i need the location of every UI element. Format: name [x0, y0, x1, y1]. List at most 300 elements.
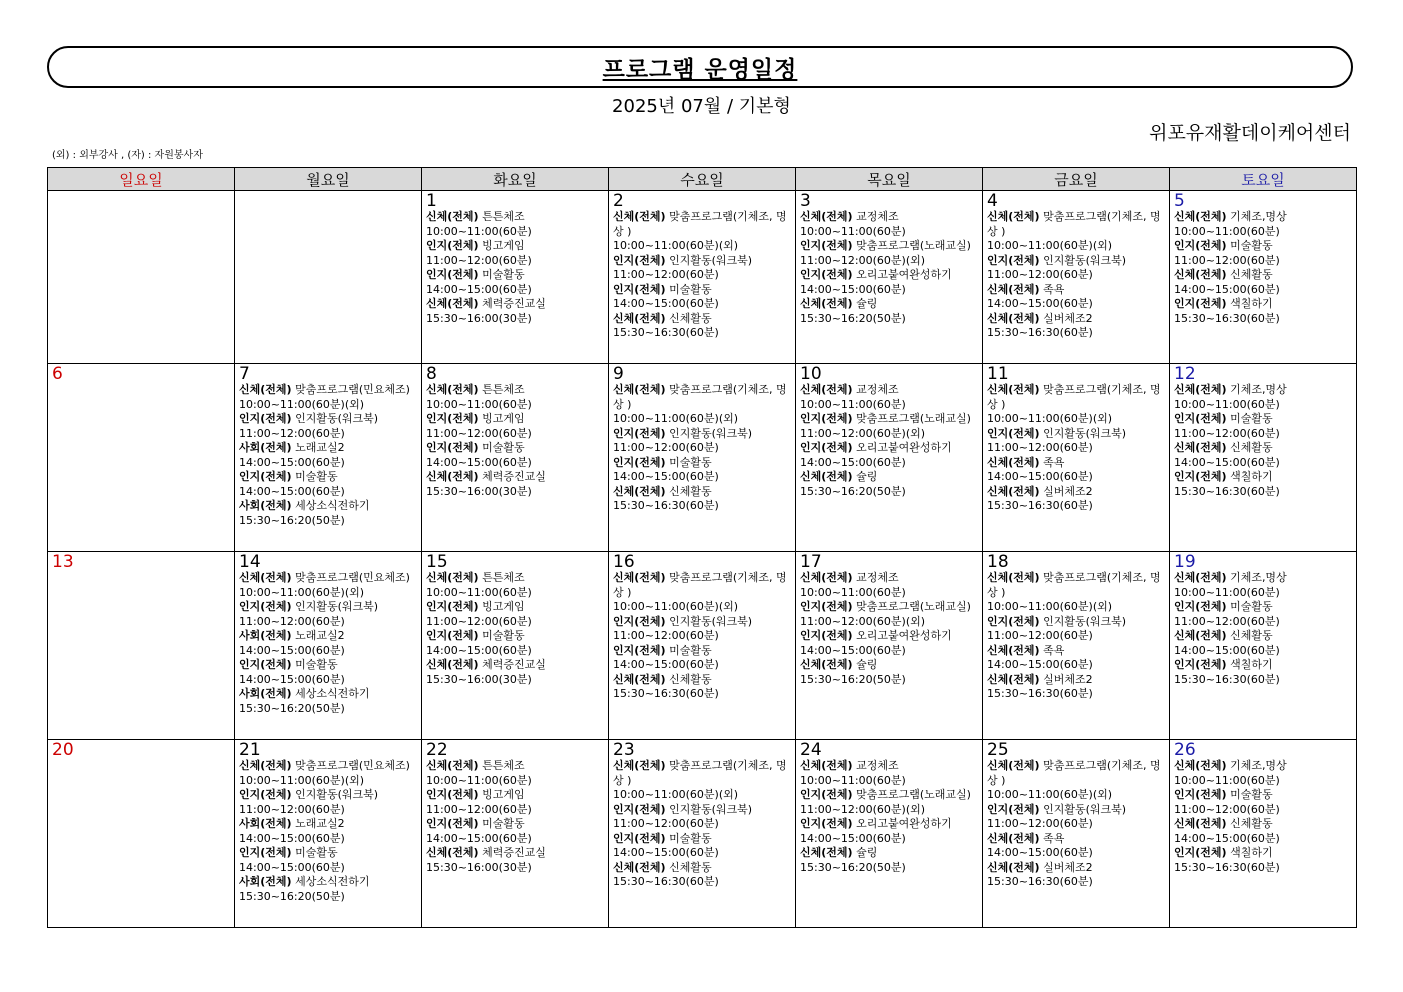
program-time: 10:00~11:00(60분): [800, 773, 906, 787]
program-name: 신체활동: [669, 484, 712, 498]
program-name: 슐링: [856, 297, 878, 310]
program-time: 15:30~16:20(50분): [800, 860, 906, 874]
program-name: 맞춤프로그램(노래교실): [856, 788, 971, 801]
program-entry: [613, 383, 792, 427]
program-time: 10:00~11:00(60분)(외): [239, 773, 365, 787]
program-category: 신체(전체): [800, 658, 853, 671]
day-number: 14: [239, 552, 261, 572]
program-entry: [426, 629, 605, 658]
program-name: 맞춤프로그램(민요체조): [295, 759, 410, 772]
program-time: 11:00~12:00(60분): [426, 614, 532, 628]
week-row: [48, 740, 1357, 928]
program-name: 튼튼체조: [482, 383, 525, 396]
program-time: 14:00~15:00(60분): [426, 643, 532, 657]
program-category: 인지(전체): [1174, 239, 1227, 252]
program-category: 인지(전체): [613, 614, 666, 628]
program-entry: [239, 846, 418, 875]
program-category: 인지(전체): [800, 817, 853, 830]
day-number: 8: [426, 364, 437, 384]
program-entry: [239, 658, 418, 687]
program-time: 14:00~15:00(60분): [426, 831, 532, 845]
program-name: 튼튼체조: [482, 759, 525, 772]
program-category: 인지(전체): [1174, 788, 1227, 801]
day-number: 1: [426, 191, 437, 211]
program-category: 신체(전체): [613, 383, 666, 396]
program-category: 인지(전체): [800, 239, 853, 252]
program-name: 미술활동: [669, 455, 712, 469]
program-time: 15:30~16:30(60분): [987, 499, 1093, 512]
program-entry: [800, 658, 979, 687]
program-category: 인지(전체): [613, 455, 666, 469]
day-number: 11: [987, 364, 1009, 384]
program-entry: [613, 615, 792, 644]
program-time: 14:00~15:00(60분): [613, 658, 719, 671]
week-row: [48, 191, 1357, 364]
program-category: 인지(전체): [1174, 600, 1227, 613]
program-category: 인지(전체): [1174, 297, 1227, 310]
program-entry: [426, 268, 605, 297]
program-entry: [426, 658, 605, 687]
program-entry: [1174, 297, 1353, 326]
program-name: 오리고붙여완성하기: [856, 817, 952, 830]
program-category: 신체(전체): [800, 571, 853, 584]
program-category: 인지(전체): [239, 658, 292, 671]
program-entry: [987, 456, 1166, 485]
program-entry: [426, 297, 605, 326]
program-time: 14:00~15:00(60분): [239, 672, 345, 686]
program-time: 11:00~12:00(60분): [1174, 253, 1280, 267]
program-time: 11:00~12:00(60분): [1174, 802, 1280, 816]
program-name: 빙고게임: [482, 788, 525, 801]
program-time: 10:00~11:00(60분)(외): [239, 585, 365, 599]
program-name: 미술활동: [1230, 788, 1273, 801]
program-name: 빙고게임: [482, 412, 525, 425]
program-name: 인지활동(워크북): [1043, 426, 1127, 440]
program-category: 인지(전체): [987, 614, 1040, 628]
day-cell: [609, 552, 796, 740]
program-category: 인지(전체): [1174, 658, 1227, 671]
day-number: 3: [800, 191, 811, 211]
program-entry: [1174, 268, 1353, 297]
program-category: 인지(전체): [239, 600, 292, 613]
day-number: 2: [613, 191, 624, 211]
program-category: 신체(전체): [239, 759, 292, 772]
program-entry: [800, 239, 979, 268]
program-time: 14:00~15:00(60분): [987, 470, 1093, 483]
day-number: 26: [1174, 740, 1196, 760]
program-time: 14:00~15:00(60분): [800, 455, 906, 469]
program-entry: [613, 427, 792, 456]
program-name: 기체조,명상: [1230, 210, 1287, 223]
program-time: 10:00~11:00(60분): [426, 773, 532, 787]
program-entry: [613, 571, 792, 615]
program-name: 인지활동(워크북): [669, 614, 753, 628]
program-name: 맞춤프로그램(노래교실): [856, 412, 971, 425]
program-category: 인지(전체): [426, 239, 479, 252]
title-banner: [47, 46, 1353, 88]
program-entry: [239, 470, 418, 499]
weekday-header-thu: 목요일: [796, 168, 983, 191]
program-time: 11:00~12:00(60분): [426, 802, 532, 816]
program-name: 미술활동: [482, 817, 525, 830]
program-category: 신체(전체): [800, 470, 853, 483]
program-category: 사회(전체): [239, 817, 292, 830]
program-category: 신체(전체): [1174, 817, 1227, 830]
program-entry: [613, 254, 792, 283]
program-category: 신체(전체): [800, 297, 853, 310]
program-category: 신체(전체): [613, 571, 666, 584]
program-category: 신체(전체): [239, 571, 292, 584]
day-number: 6: [52, 364, 63, 384]
program-category: 신체(전체): [1174, 383, 1227, 396]
program-name: 오리고붙여완성하기: [856, 268, 952, 281]
program-time: 11:00~12:00(60분): [613, 629, 719, 642]
program-category: 인지(전체): [613, 253, 666, 267]
program-time: 15:30~16:30(60분): [613, 326, 719, 339]
day-cell: [48, 552, 235, 740]
program-entry: [426, 759, 605, 788]
program-category: 신체(전체): [426, 759, 479, 772]
program-name: 오리고붙여완성하기: [856, 441, 952, 454]
program-entry: [987, 312, 1166, 341]
program-time: 11:00~12:00(60분): [239, 614, 345, 628]
program-time: 11:00~12:00(60분): [613, 268, 719, 281]
program-time: 15:30~16:30(60분): [613, 687, 719, 700]
program-entry: [800, 412, 979, 441]
weekday-header-sun: 일요일: [48, 168, 235, 191]
program-name: 미술활동: [295, 846, 338, 859]
program-time: 14:00~15:00(60분): [239, 860, 345, 874]
day-cell: [235, 364, 422, 552]
program-category: 인지(전체): [426, 268, 479, 281]
day-number: 13: [52, 552, 74, 572]
program-time: 10:00~11:00(60분): [800, 397, 906, 411]
program-category: 인지(전체): [613, 643, 666, 657]
program-name: 맞춤프로그램(기체조, 명상 ): [613, 571, 787, 599]
program-name: 빙고게임: [482, 239, 525, 252]
day-cell: [796, 191, 983, 364]
program-entry: [613, 673, 792, 702]
program-category: 신체(전체): [800, 383, 853, 396]
program-entry: [426, 441, 605, 470]
day-cell: [235, 740, 422, 928]
program-category: 신체(전체): [613, 210, 666, 223]
program-time: 15:30~16:20(50분): [239, 513, 345, 527]
program-time: 14:00~15:00(60분): [239, 831, 345, 845]
program-entry: [613, 485, 792, 514]
program-entry: [987, 427, 1166, 456]
program-entry: [613, 861, 792, 890]
program-time: 10:00~11:00(60분)(외): [613, 788, 739, 801]
program-name: 맞춤프로그램(기체조, 명상 ): [987, 383, 1161, 411]
day-number: 5: [1174, 191, 1185, 211]
program-name: 색칠하기: [1230, 470, 1273, 483]
program-time: 10:00~11:00(60분): [1174, 585, 1280, 599]
day-number: 18: [987, 552, 1009, 572]
program-entry: [800, 470, 979, 499]
program-category: 신체(전체): [426, 210, 479, 223]
program-name: 인지활동(워크북): [295, 788, 379, 801]
program-category: 신체(전체): [987, 311, 1040, 325]
day-cell: [235, 552, 422, 740]
program-time: 11:00~12:00(60분)(외): [800, 614, 926, 628]
program-category: 신체(전체): [1174, 571, 1227, 584]
program-category: 사회(전체): [239, 441, 292, 454]
day-number: 7: [239, 364, 250, 384]
day-number: 15: [426, 552, 448, 572]
program-name: 슐링: [856, 846, 878, 859]
program-entry: [239, 441, 418, 470]
program-name: 맞춤프로그램(기체조, 명상 ): [987, 210, 1161, 238]
program-name: 교정체조: [856, 383, 899, 396]
program-entry: [1174, 759, 1353, 788]
program-category: 신체(전체): [987, 759, 1040, 772]
center-name: 위포유재활데이케어센터: [1149, 122, 1351, 144]
program-entry: [800, 846, 979, 875]
program-time: 11:00~12:00(60분)(외): [800, 802, 926, 816]
program-time: 14:00~15:00(60분): [239, 484, 345, 498]
program-category: 사회(전체): [239, 875, 292, 888]
program-name: 인지활동(워크북): [669, 253, 753, 267]
program-entry: [800, 297, 979, 326]
day-number: 12: [1174, 364, 1196, 384]
program-time: 10:00~11:00(60분): [426, 585, 532, 599]
program-entry: [613, 210, 792, 254]
program-entry: [426, 600, 605, 629]
program-time: 15:30~16:00(30분): [426, 672, 532, 686]
program-name: 튼튼체조: [482, 571, 525, 584]
program-name: 기체조,명상: [1230, 759, 1287, 772]
program-entry: [800, 817, 979, 846]
program-time: 11:00~12:00(60분): [987, 441, 1093, 454]
day-cell: [422, 552, 609, 740]
program-category: 신체(전체): [800, 759, 853, 772]
program-category: 신체(전체): [800, 210, 853, 223]
program-entry: [1174, 239, 1353, 268]
program-entry: [613, 759, 792, 803]
program-name: 노래교실2: [295, 817, 345, 830]
program-category: 신체(전체): [987, 643, 1040, 657]
program-name: 세상소식전하기: [295, 499, 370, 512]
program-name: 족욕: [1043, 455, 1065, 469]
program-category: 인지(전체): [239, 412, 292, 425]
program-category: 인지(전체): [800, 268, 853, 281]
program-category: 인지(전체): [1174, 846, 1227, 859]
day-cell: [48, 364, 235, 552]
program-category: 신체(전체): [1174, 210, 1227, 223]
weekday-header-sat: 토요일: [1170, 168, 1357, 191]
program-entry: [1174, 441, 1353, 470]
program-name: 빙고게임: [482, 600, 525, 613]
program-time: 15:30~16:30(60분): [613, 875, 719, 888]
program-entry: [800, 268, 979, 297]
program-entry: [1174, 412, 1353, 441]
program-entry: [239, 600, 418, 629]
program-name: 인지활동(워크북): [669, 802, 753, 816]
program-time: 11:00~12:00(60분)(외): [800, 426, 926, 440]
program-name: 노래교실2: [295, 629, 345, 642]
program-category: 신체(전체): [987, 455, 1040, 469]
program-time: 11:00~12:00(60분): [239, 426, 345, 440]
day-cell: [609, 191, 796, 364]
program-time: 15:30~16:30(60분): [987, 687, 1093, 700]
program-time: 14:00~15:00(60분): [239, 455, 345, 469]
day-cell: [983, 191, 1170, 364]
day-cell: [422, 364, 609, 552]
program-entry: [1174, 571, 1353, 600]
program-time: 10:00~11:00(60분): [426, 397, 532, 411]
program-name: 맞춤프로그램(기체조, 명상 ): [987, 571, 1161, 599]
program-time: 15:30~16:30(60분): [1174, 672, 1280, 686]
program-entry: [987, 759, 1166, 803]
program-entry: [613, 803, 792, 832]
program-category: 인지(전체): [426, 441, 479, 454]
day-cell: [422, 740, 609, 928]
program-entry: [426, 383, 605, 412]
program-entry: [800, 759, 979, 788]
program-category: 신체(전체): [800, 846, 853, 859]
program-name: 맞춤프로그램(민요체조): [295, 383, 410, 396]
program-time: 15:30~16:20(50분): [800, 672, 906, 686]
program-category: 신체(전체): [613, 759, 666, 772]
program-name: 신체활동: [1230, 629, 1273, 642]
program-entry: [987, 210, 1166, 254]
program-time: 14:00~15:00(60분): [800, 831, 906, 845]
program-category: 신체(전체): [613, 311, 666, 325]
program-time: 11:00~12:00(60분): [613, 817, 719, 830]
weekday-header-mon: 월요일: [235, 168, 422, 191]
program-name: 맞춤프로그램(기체조, 명상 ): [613, 759, 787, 787]
program-time: 15:30~16:00(30분): [426, 860, 532, 874]
program-time: 14:00~15:00(60분): [1174, 455, 1280, 469]
program-entry: [987, 832, 1166, 861]
day-number: 21: [239, 740, 261, 760]
program-entry: [239, 412, 418, 441]
program-category: 사회(전체): [239, 499, 292, 512]
program-category: 인지(전체): [613, 802, 666, 816]
program-time: 14:00~15:00(60분): [987, 297, 1093, 310]
program-name: 실버체조2: [1043, 311, 1093, 325]
program-entry: [426, 846, 605, 875]
program-category: 인지(전체): [800, 629, 853, 642]
day-cell: [235, 191, 422, 364]
program-name: 색칠하기: [1230, 658, 1273, 671]
program-time: 10:00~11:00(60분)(외): [613, 600, 739, 613]
program-name: 미술활동: [295, 470, 338, 483]
program-entry: [1174, 383, 1353, 412]
day-cell: [1170, 552, 1357, 740]
program-category: 인지(전체): [239, 470, 292, 483]
program-entry: [1174, 629, 1353, 658]
program-category: 인지(전체): [426, 600, 479, 613]
program-time: 14:00~15:00(60분): [426, 455, 532, 469]
program-entry: [1174, 846, 1353, 875]
program-time: 10:00~11:00(60분)(외): [613, 239, 739, 252]
program-name: 맞춤프로그램(노래교실): [856, 239, 971, 252]
program-entry: [1174, 788, 1353, 817]
program-entry: [239, 383, 418, 412]
program-time: 15:30~16:30(60분): [1174, 860, 1280, 874]
program-category: 인지(전체): [613, 831, 666, 845]
day-cell: [609, 364, 796, 552]
program-category: 인지(전체): [800, 600, 853, 613]
program-category: 인지(전체): [426, 788, 479, 801]
program-category: 인지(전체): [800, 441, 853, 454]
day-number: 9: [613, 364, 624, 384]
program-name: 맞춤프로그램(기체조, 명상 ): [613, 383, 787, 411]
day-cell: [1170, 364, 1357, 552]
day-cell: [1170, 191, 1357, 364]
program-time: 15:30~16:20(50분): [800, 311, 906, 325]
program-name: 미술활동: [669, 643, 712, 657]
program-name: 노래교실2: [295, 441, 345, 454]
page-subtitle: 2025년 07월 / 기본형: [612, 96, 791, 117]
program-entry: [426, 571, 605, 600]
program-category: 신체(전체): [987, 282, 1040, 296]
program-category: 신체(전체): [613, 860, 666, 874]
program-entry: [239, 629, 418, 658]
program-time: 14:00~15:00(60분): [613, 470, 719, 483]
program-time: 14:00~15:00(60분): [1174, 282, 1280, 296]
program-name: 색칠하기: [1230, 846, 1273, 859]
day-number: 25: [987, 740, 1009, 760]
program-entry: [239, 817, 418, 846]
day-cell: [609, 740, 796, 928]
program-entry: [987, 383, 1166, 427]
program-time: 14:00~15:00(60분): [800, 643, 906, 657]
program-entry: [613, 283, 792, 312]
program-time: 10:00~11:00(60분)(외): [987, 600, 1113, 613]
program-time: 10:00~11:00(60분): [1174, 397, 1280, 411]
program-name: 체력증진교실: [482, 297, 546, 310]
program-time: 14:00~15:00(60분): [800, 282, 906, 296]
program-entry: [1174, 210, 1353, 239]
program-entry: [987, 571, 1166, 615]
program-name: 신체활동: [669, 311, 712, 325]
day-number: 16: [613, 552, 635, 572]
program-time: 14:00~15:00(60분): [1174, 831, 1280, 845]
program-name: 맞춤프로그램(기체조, 명상 ): [613, 210, 787, 238]
program-time: 15:30~16:20(50분): [239, 701, 345, 715]
program-time: 11:00~12:00(60분): [987, 268, 1093, 281]
day-number: 20: [52, 740, 74, 760]
program-name: 교정체조: [856, 210, 899, 223]
program-name: 맞춤프로그램(민요체조): [295, 571, 410, 584]
program-name: 체력증진교실: [482, 658, 546, 671]
program-category: 신체(전체): [987, 383, 1040, 396]
program-time: 11:00~12:00(60분): [239, 802, 345, 816]
program-name: 미술활동: [482, 629, 525, 642]
program-name: 신체활동: [669, 860, 712, 874]
program-category: 신체(전체): [426, 658, 479, 671]
program-category: 신체(전체): [987, 210, 1040, 223]
page-title: 프로그램 운영일정: [602, 56, 798, 83]
program-category: 신체(전체): [426, 470, 479, 483]
program-entry: [239, 499, 418, 528]
program-category: 사회(전체): [239, 687, 292, 700]
day-cell: [983, 364, 1170, 552]
program-category: 신체(전체): [426, 571, 479, 584]
program-entry: [239, 875, 418, 904]
program-category: 사회(전체): [239, 629, 292, 642]
program-entry: [426, 239, 605, 268]
program-category: 신체(전체): [426, 383, 479, 396]
program-entry: [426, 470, 605, 499]
program-name: 체력증진교실: [482, 470, 546, 483]
program-time: 15:30~16:20(50분): [239, 889, 345, 903]
program-time: 15:30~16:00(30분): [426, 311, 532, 325]
program-time: 15:30~16:20(50분): [800, 484, 906, 498]
